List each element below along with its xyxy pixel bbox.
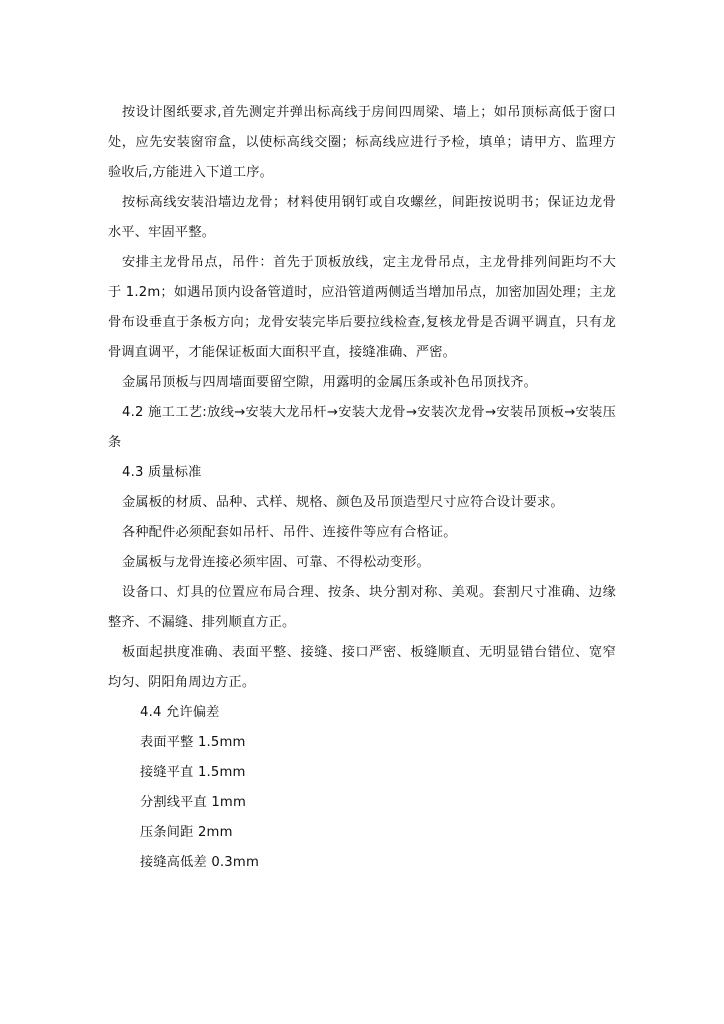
paragraph-equipment-openings: 设备口、灯具的位置应布局合理、按条、块分割对称、美观。套割尺寸准确、边缘整齐、不漏缝、排列顺直方正。 bbox=[108, 585, 616, 630]
paragraph-material: 金属板的材质、品种、式样、规格、颜色及吊顶造型尺寸应符合设计要求。 bbox=[122, 495, 564, 510]
paragraph-camber: 板面起拱度准确、表面平整、接缝、接口严密、板缝顺直、无明显错台错位、宽窄均匀、阴阳角周边方正。 bbox=[108, 645, 616, 690]
paragraph-wall-gap: 金属吊顶板与四周墙面要留空隙，用露明的金属压条或补色吊顶找齐。 bbox=[122, 375, 538, 390]
section-heading-deviation: 4.4 允许偏差 bbox=[140, 705, 220, 720]
document-body bbox=[108, 98, 616, 878]
paragraph-fittings: 各种配件必须配套如吊杆、吊件、连接件等应有合格证。 bbox=[122, 525, 457, 540]
deviation-item: 表面平整 1.5mm bbox=[140, 735, 246, 750]
paragraph-edge-keel: 按标高线安装沿墙边龙骨；材料使用钢钉或自攻螺丝，间距按说明书；保证边龙骨水平、牢固平整。 bbox=[108, 195, 616, 240]
paragraph-elevation-line: 按设计图纸要求,首先测定并弹出标高线于房间四周梁、墙上；如吊顶标高低于窗口处，应先安装窗帘盒，以使标高线交圈；标高线应进行予检，填单；请甲方、监理方验收后,方能进入下道工序。 bbox=[108, 105, 616, 180]
paragraph-main-keel: 安排主龙骨吊点，吊件：首先于顶板放线，定主龙骨吊点，主龙骨排列间距均不大于 1.2m；如遇吊顶内设备管道时，应沿管道两侧适当增加吊点，加密加固处理；主龙骨布设垂直于条板方向；龙骨安装完毕后要拉线检查,复核龙骨是否调平调直，只有龙骨调直调平，才能保证板面大面积平直，接缝准确、严密。 bbox=[108, 255, 616, 360]
paragraph-process: 4.2 施工工艺:放线→安装大龙吊杆→安装大龙骨→安装次龙骨→安装吊顶板→安装压条 bbox=[108, 405, 616, 450]
deviation-item: 接缝平直 1.5mm bbox=[140, 765, 246, 780]
paragraph-connection: 金属板与龙骨连接必须牢固、可靠、不得松动变形。 bbox=[122, 555, 430, 570]
section-heading-quality: 4.3 质量标准 bbox=[122, 465, 202, 480]
deviation-item: 压条间距 2mm bbox=[140, 825, 233, 840]
deviation-item: 分割线平直 1mm bbox=[140, 795, 247, 810]
deviation-item: 接缝高低差 0.3mm bbox=[140, 855, 259, 870]
